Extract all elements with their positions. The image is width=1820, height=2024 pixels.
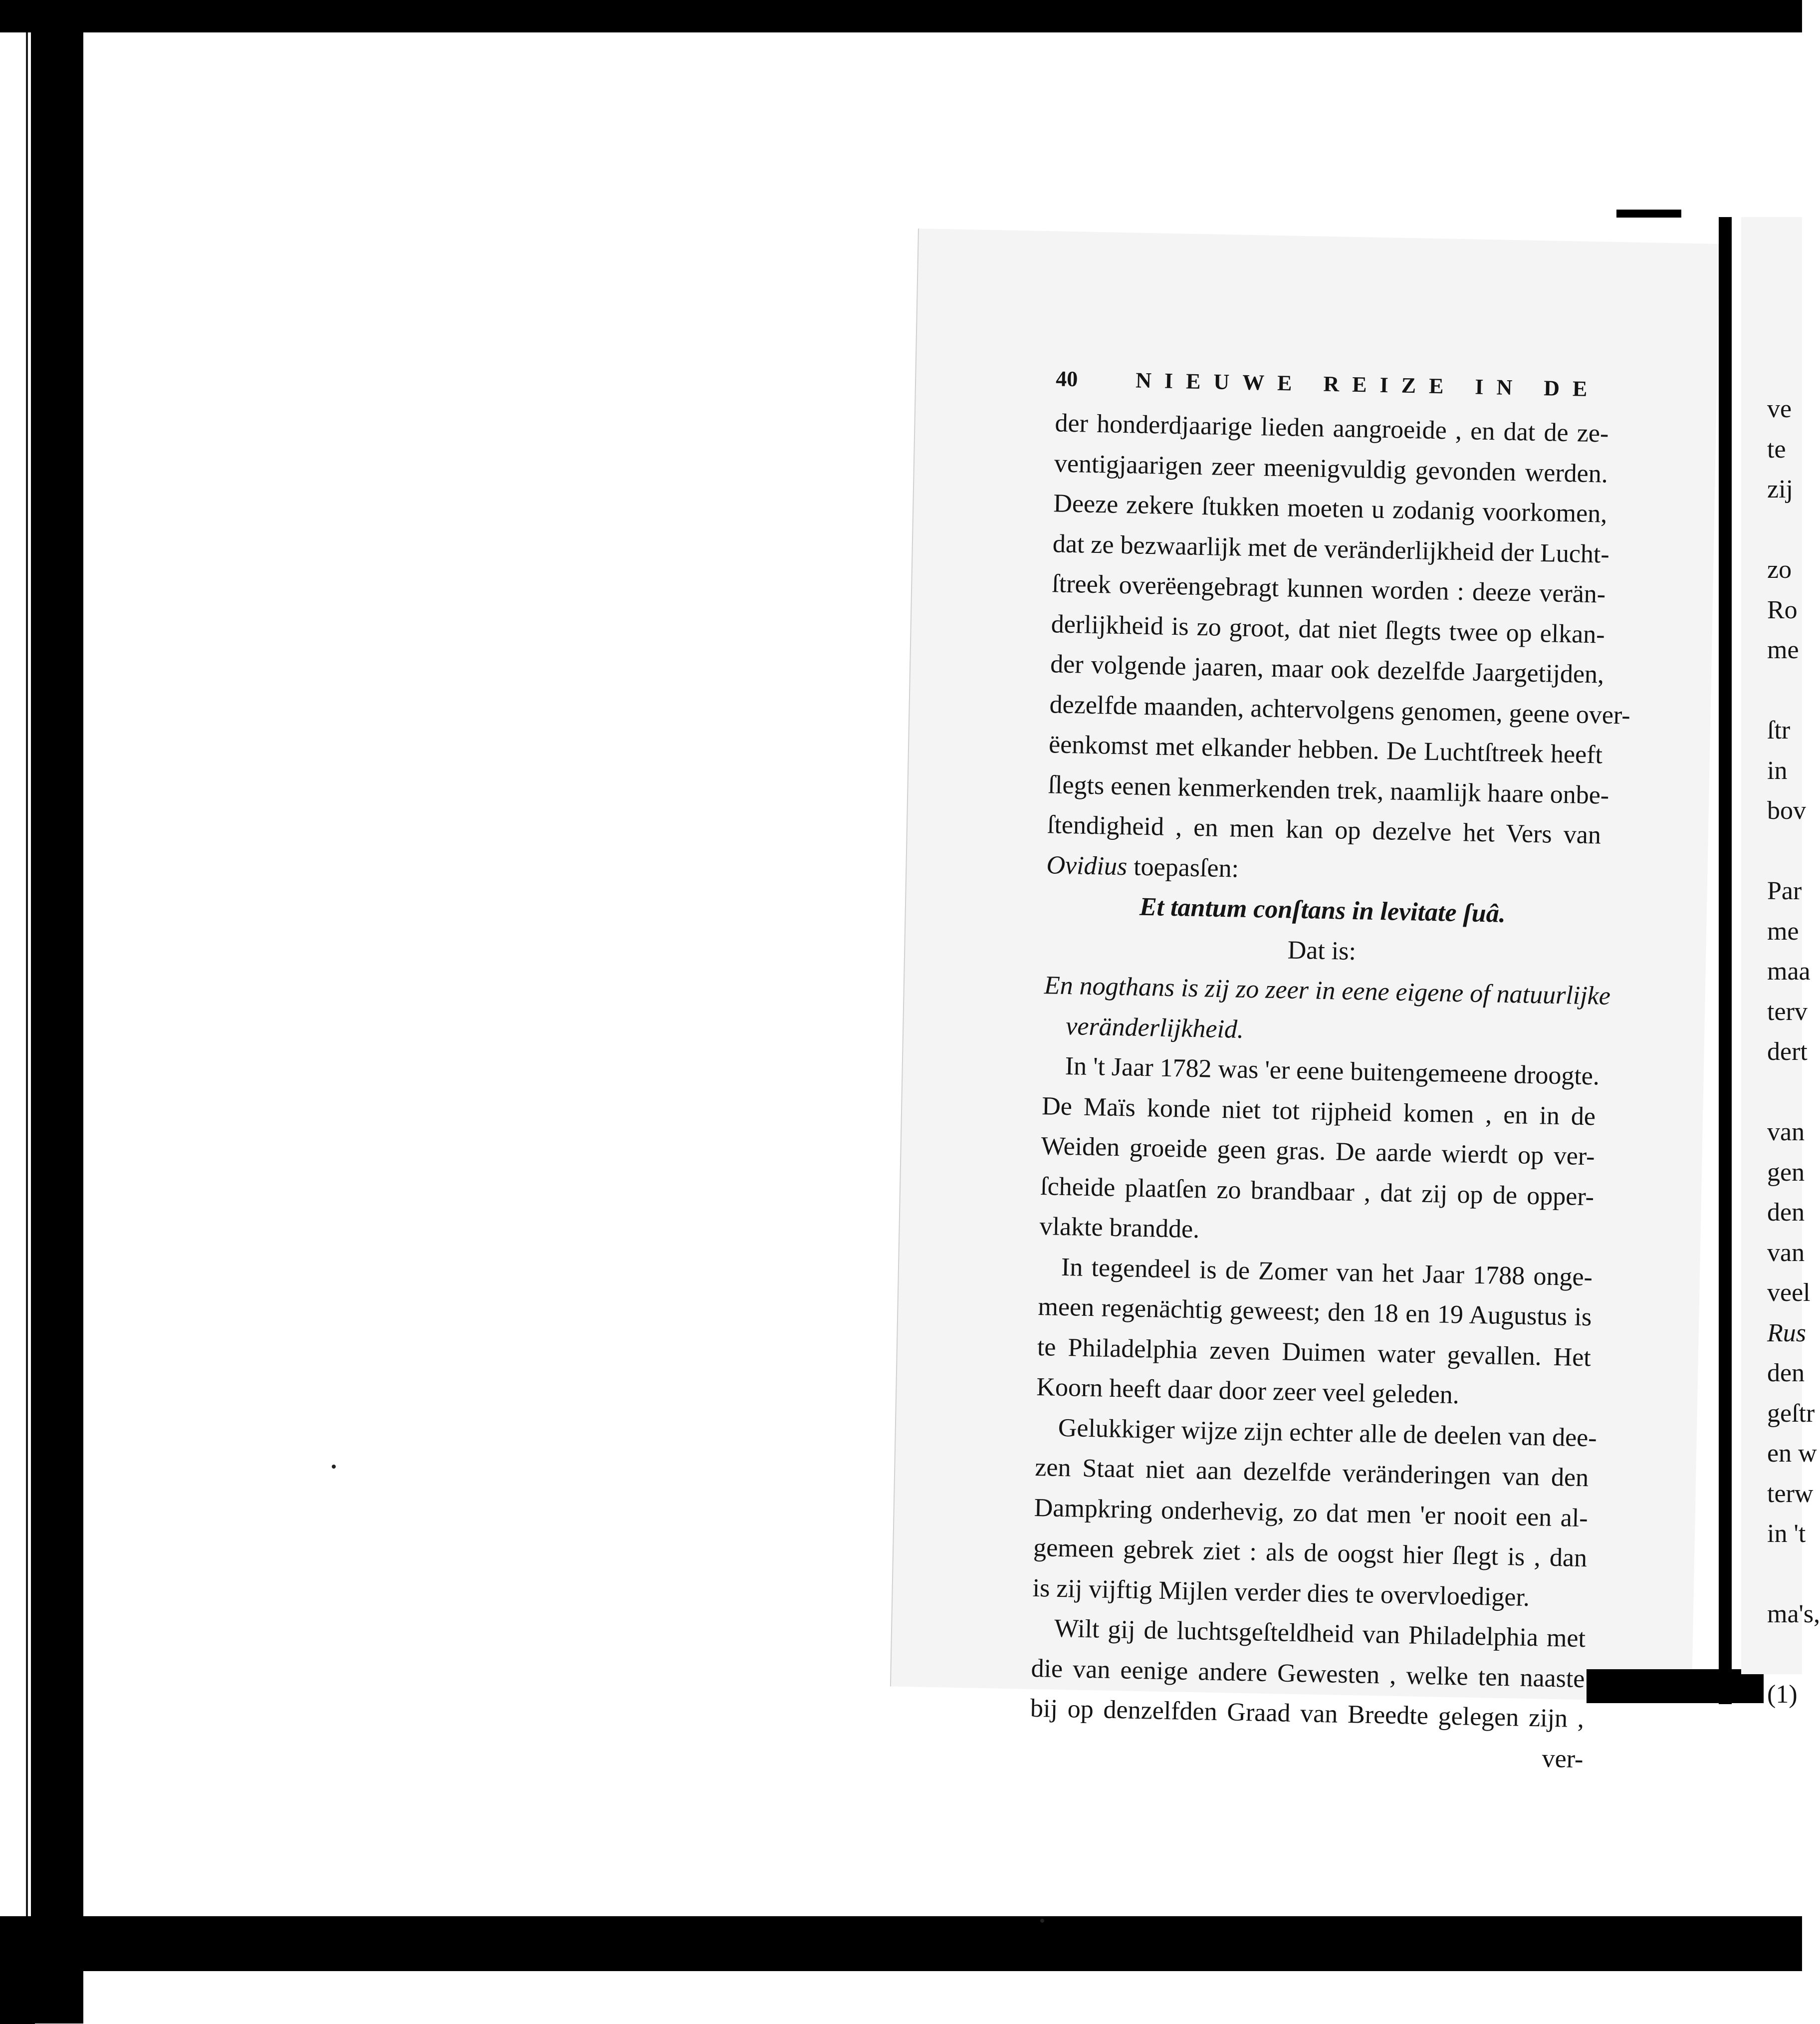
text-line: die van eenige andere Gewesten , welke ten naaste [1031, 1654, 1586, 1693]
text-line: te Philadelphia zeven Duimen water gevallen. Het [1037, 1332, 1592, 1372]
text-fragment: in 't [1767, 1519, 1806, 1548]
text-fragment: maa [1767, 957, 1811, 986]
scan-edge-left [0, 30, 28, 2024]
text-line: vlakte brandde. [1039, 1212, 1200, 1244]
text-line: zen Staat niet aan dezelfde veränderingen van den [1034, 1453, 1589, 1493]
text-fragment: ve [1767, 395, 1792, 423]
text-fragment: dert [1767, 1037, 1808, 1066]
text-fragment: zij [1767, 475, 1793, 504]
text-line: Gelukkiger wijze zijn echter alle de deelen van dee- [1058, 1413, 1597, 1453]
page-number: 40 [1055, 366, 1078, 392]
text-fragment: en w [1767, 1439, 1817, 1468]
dat-is-label: Dat is: [1287, 935, 1357, 966]
text-fragment: Par [1767, 877, 1802, 905]
text-fragment: in [1767, 756, 1788, 785]
running-title: NIEUWE REIZE IN DE [1135, 368, 1600, 402]
scan-speck [1040, 1919, 1044, 1923]
text-fragment: van [1767, 1118, 1805, 1146]
text-line: gemeen gebrek ziet : als de oogst hier ſlegt is , dan [1033, 1533, 1588, 1573]
text-line: Wilt gij de luchtsgeſteldheid van Philadelphia met [1054, 1614, 1586, 1653]
text-fragment [1767, 1072, 1820, 1113]
text-line: Koorn heeft daar door zeer veel geleden. [1036, 1372, 1460, 1410]
text-line: dezelfde maanden, achtervolgens genomen, geene over- [1049, 690, 1631, 730]
text-fragment: gen [1767, 1158, 1805, 1187]
text-fragment: te [1767, 435, 1786, 464]
scan-frame-top [0, 0, 1802, 32]
text-fragment: ſtr [1767, 716, 1791, 745]
text-fragment: van [1767, 1238, 1805, 1267]
text-line: ſcheide plaatſen zo brandbaar , dat zij op de opper- [1040, 1172, 1594, 1211]
text-fragment: Rus [1767, 1318, 1806, 1347]
text-fragment [1767, 671, 1820, 711]
text-fragment [1767, 831, 1820, 872]
right-page-text [1767, 389, 1820, 1715]
text-fragment [1767, 1554, 1820, 1595]
text-fragment: zo [1767, 555, 1792, 584]
text-line: bij op denzelfden Graad van Breedte gelegen zijn , [1030, 1694, 1585, 1734]
text-fragment: terw [1767, 1479, 1814, 1508]
text-line: der volgende jaaren, maar ook dezelfde Jaargetijden, [1050, 650, 1604, 689]
gutter-shadow-top [1616, 210, 1681, 218]
latin-verse: Et tantum conſtans in levitate ſuâ. [1139, 892, 1506, 928]
text-line: ſlegts eenen kenmerkenden trek, naamlijk haare onbe- [1048, 770, 1609, 810]
text-line: Deeze zekere ſtukken moeten u zodanig voorkomen, [1053, 489, 1607, 528]
scan-frame-left [31, 32, 83, 2024]
text-line: ëenkomst met elkander hebben. De Luchtſtreek heeft [1048, 730, 1603, 769]
text-fragment: me [1767, 917, 1799, 946]
text-fragment: den [1767, 1198, 1805, 1227]
catchword: ver- [1542, 1744, 1584, 1773]
text-line: ſtreek overëengebragt kunnen worden : deeze verän- [1051, 569, 1606, 609]
text-line: Weiden groeide geen gras. De aarde wierdt op ver- [1041, 1132, 1595, 1171]
text-line: meen regenächtig geweest; den 18 en 19 Augustus is [1038, 1292, 1592, 1332]
scan-frame-bottom [0, 1916, 1802, 1971]
text-fragment: me [1767, 636, 1799, 664]
scan-frame-corner [0, 1971, 35, 2024]
text-line: ſtendigheid , en men kan op dezelve het Vers van [1047, 810, 1601, 850]
gutter-shadow-bottom [1587, 1669, 1764, 1703]
left-page [890, 229, 1720, 1773]
page-body [1029, 403, 1631, 1779]
text-fragment: terv [1767, 997, 1808, 1026]
text-line: derlijkheid is zo groot, dat niet ſlegts twee op elkan- [1051, 609, 1605, 649]
text-fragment: Ro [1767, 595, 1798, 624]
text-fragment [1767, 1635, 1820, 1675]
text-line: der honderdjaarige lieden aangroeide , en dat de ze- [1055, 409, 1609, 448]
text-line: ventigjaarigen zeer meenigvuldig gevonden werden. [1054, 449, 1608, 489]
text-line: is zij vijftig Mijlen verder dies te overvloediger. [1032, 1573, 1530, 1612]
right-page-fragment [1741, 217, 1820, 1709]
text-fragment: veel [1767, 1278, 1811, 1307]
text-fragment: geſtr [1767, 1399, 1815, 1428]
text-line: De Maïs konde niet tot rijpheid komen , en in de [1041, 1091, 1596, 1131]
text-fragment: bov [1767, 796, 1806, 825]
text-fragment: ma's, [1767, 1600, 1820, 1628]
text-fragment: toepasſen: [1133, 852, 1239, 883]
text-line: In tegendeel is de Zomer van het Jaar 1788 onge- [1061, 1253, 1593, 1291]
translation-line: veränderlijkheid. [1065, 1012, 1244, 1044]
text-fragment: den [1767, 1359, 1805, 1387]
text-line: In 't Jaar 1782 was 'er eene buitengemeene droogte. [1065, 1051, 1600, 1091]
book-gutter [1719, 217, 1732, 1704]
translation-line: En nogthans is zij zo zeer in eene eigene of natuurlijke [1044, 971, 1611, 1011]
text-fragment [1767, 510, 1820, 550]
text-line: dat ze bezwaarlijk met de veränderlijkheid der Lucht- [1052, 529, 1610, 569]
author-name: Ovidius [1046, 850, 1128, 881]
footnote-marker: (1) [1767, 1680, 1798, 1709]
scan-speck [332, 1465, 336, 1469]
running-head [1055, 366, 1705, 402]
text-line: Dampkring onderhevig, zo dat men 'er nooit een al- [1034, 1493, 1589, 1532]
